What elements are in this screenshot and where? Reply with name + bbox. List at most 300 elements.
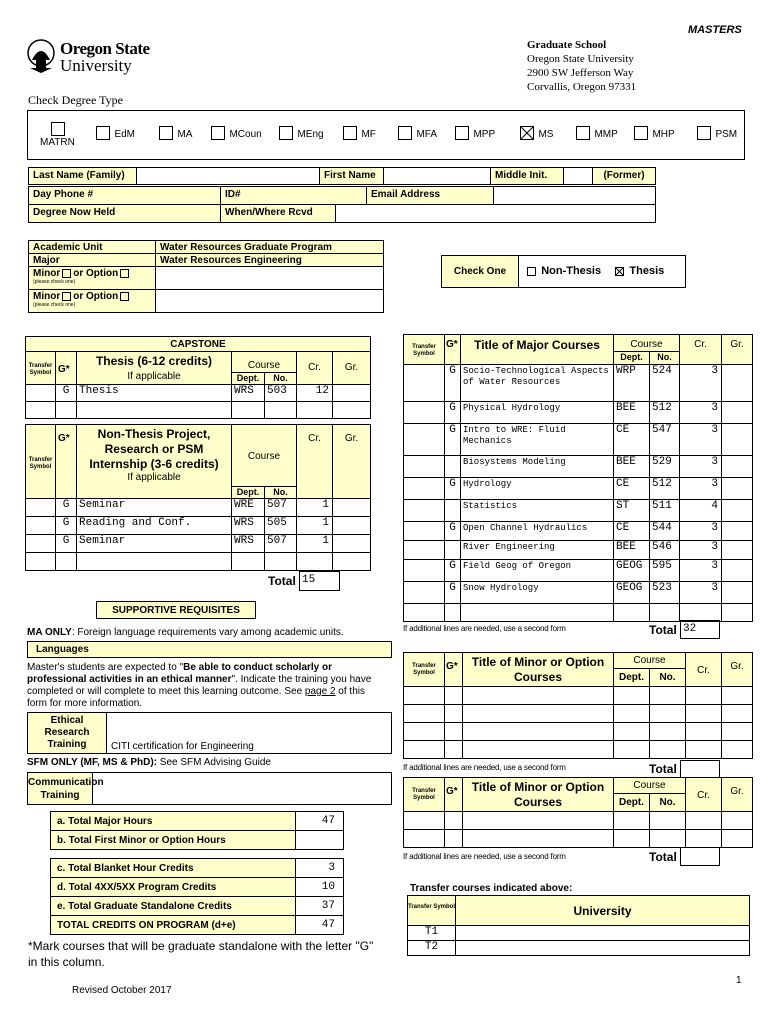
gr-header: Gr. — [332, 351, 371, 385]
totals-value[interactable] — [295, 830, 344, 850]
no-cell[interactable] — [264, 401, 297, 419]
gr-cell[interactable] — [721, 559, 753, 582]
gr-cell[interactable] — [332, 516, 371, 535]
table-row[interactable] — [25, 516, 56, 535]
empty-row-cell[interactable] — [685, 740, 722, 759]
transfer-symbol-cell[interactable] — [403, 499, 445, 522]
g-star-header: G* — [55, 424, 77, 499]
capstone-total-value[interactable]: 15 — [299, 571, 340, 591]
university-field[interactable] — [455, 925, 750, 941]
ma-only-line — [27, 627, 387, 638]
g-star-header: G* — [444, 777, 463, 812]
totals-label: TOTAL CREDITS ON PROGRAM (d+e) — [50, 915, 296, 935]
dept-header: Dept. — [231, 486, 265, 499]
dept-cell[interactable]: GEOG — [613, 559, 650, 582]
empty-row-cell[interactable] — [649, 722, 686, 741]
totals-label: a. Total Major Hours — [50, 811, 296, 831]
g-cell[interactable]: G — [55, 516, 77, 535]
course-title-cell[interactable]: Biosystems Modeling — [460, 455, 614, 478]
dept-cell[interactable]: WRE — [231, 498, 265, 517]
dept-cell[interactable]: CE — [613, 423, 650, 456]
degree-label: MF — [361, 129, 376, 140]
academic-unit-label: Academic Unit — [28, 240, 156, 254]
no-cell[interactable]: 546 — [649, 540, 680, 560]
empty-row-cell[interactable] — [613, 811, 650, 830]
cr-cell[interactable]: 3 — [679, 455, 722, 478]
table-row[interactable] — [25, 498, 56, 517]
g-star-header: G* — [444, 652, 463, 687]
transfer-symbol-cell[interactable] — [403, 559, 445, 582]
g-cell[interactable]: G — [55, 498, 77, 517]
empty-row-cell[interactable] — [403, 603, 445, 622]
empty-row-cell[interactable] — [403, 704, 445, 723]
address-line: 2900 SW Jefferson Way — [527, 67, 634, 79]
totals-value[interactable]: 37 — [295, 896, 344, 916]
major-total-label: Total — [649, 623, 677, 637]
empty-row-cell[interactable] — [613, 829, 650, 848]
totals-label: d. Total 4XX/5XX Program Credits — [50, 877, 296, 897]
degree-label: MHP — [652, 129, 675, 140]
course-header: Course — [231, 424, 297, 487]
g-cell[interactable] — [444, 540, 461, 560]
degree-checkbox-mcoun[interactable] — [211, 126, 225, 140]
gr-cell[interactable] — [721, 540, 753, 560]
capstone-title: CAPSTONE — [25, 336, 371, 352]
middle-init-field[interactable] — [563, 167, 593, 185]
non-thesis-label: Non-Thesis — [541, 265, 602, 277]
check-one-label: Check One — [441, 255, 519, 288]
no-cell[interactable]: 524 — [649, 364, 680, 402]
empty-row-cell[interactable] — [462, 829, 614, 848]
last-name-field[interactable] — [136, 167, 320, 185]
cr-header: Cr. — [296, 424, 333, 499]
empty-row-cell[interactable] — [444, 811, 463, 830]
degree-label: MEng — [297, 129, 324, 140]
address-line: Graduate School — [527, 39, 607, 51]
dept-cell[interactable]: WRS — [231, 516, 265, 535]
course-title-cell[interactable]: Seminar — [76, 534, 232, 553]
no-cell[interactable]: 512 — [649, 477, 680, 500]
course-title-cell[interactable]: Statistics — [460, 499, 614, 522]
gr-header: Gr. — [332, 424, 371, 499]
empty-row-cell[interactable] — [462, 811, 614, 830]
cr-cell[interactable]: 1 — [296, 516, 333, 535]
dept-header: Dept. — [613, 668, 650, 687]
course-title-cell[interactable]: Hydrology — [460, 477, 614, 500]
minor-field-2[interactable] — [155, 289, 384, 313]
totals-label: e. Total Graduate Standalone Credits — [50, 896, 296, 916]
sfm-only-line — [27, 757, 271, 768]
dept-header: Dept. — [231, 372, 265, 385]
cr-cell[interactable] — [296, 552, 333, 571]
dept-header: Dept. — [613, 351, 650, 365]
university-field[interactable] — [455, 940, 750, 956]
ethical-training-value[interactable]: CITI certification for Engineering — [106, 712, 392, 754]
empty-row-cell[interactable] — [721, 811, 753, 830]
dept-cell[interactable]: BEE — [613, 455, 650, 478]
table-row[interactable] — [25, 534, 56, 553]
totals-box — [50, 811, 344, 938]
empty-row-cell[interactable] — [685, 704, 722, 723]
no-header: No. — [264, 486, 297, 499]
university-header: University — [455, 895, 750, 926]
g-cell[interactable]: G — [444, 581, 461, 604]
totals-value[interactable]: 10 — [295, 877, 344, 897]
ethics-text: Master's students are expected to " — [27, 662, 184, 673]
no-cell[interactable]: 511 — [649, 499, 680, 522]
table-row[interactable] — [25, 401, 56, 419]
form-type: MASTERS — [688, 24, 742, 36]
empty-row-cell[interactable] — [721, 704, 753, 723]
no-cell[interactable]: 595 — [649, 559, 680, 582]
thesis-check-box — [441, 255, 686, 288]
dept-cell[interactable]: BEE — [613, 540, 650, 560]
former-label: (Former) — [592, 167, 656, 185]
ethics-text: ". Indicate the training you have completed or will complete to meet this learning outcome. See — [27, 674, 372, 697]
major-total-value[interactable]: 32 — [680, 620, 720, 639]
gr-cell[interactable] — [721, 477, 753, 500]
gr-header: Gr. — [721, 777, 753, 812]
empty-row-cell[interactable] — [649, 811, 686, 830]
gr-cell[interactable] — [721, 364, 753, 402]
g-cell[interactable]: G — [444, 477, 461, 500]
cr-cell[interactable]: 3 — [679, 364, 722, 402]
option-checkbox[interactable] — [120, 269, 129, 278]
empty-row-cell[interactable] — [403, 686, 445, 705]
minor-total-value[interactable] — [680, 847, 720, 866]
transfer-symbol-header: Transfer Symbol — [403, 777, 445, 812]
degree-label: MFA — [416, 129, 438, 140]
g-cell[interactable] — [55, 552, 77, 571]
degree-checkbox-meng[interactable] — [279, 126, 293, 140]
cr-cell[interactable]: 1 — [296, 498, 333, 517]
thesis-checkbox[interactable] — [615, 267, 624, 276]
no-cell[interactable]: 529 — [649, 455, 680, 478]
transfer-symbol-header: Transfer Symbol — [403, 334, 445, 365]
please-check-note: (please check one) — [33, 302, 76, 308]
cr-cell[interactable]: 3 — [679, 477, 722, 500]
degree-checkbox-ms[interactable] — [520, 126, 534, 140]
empty-row-cell[interactable] — [444, 740, 463, 759]
empty-row-cell[interactable] — [649, 686, 686, 705]
no-cell[interactable]: 507 — [264, 498, 297, 517]
empty-row-cell[interactable] — [462, 686, 614, 705]
ma-only-label: MA ONLY — [27, 627, 72, 638]
cr-cell[interactable]: 12 — [296, 384, 333, 402]
gr-cell[interactable] — [721, 499, 753, 522]
degree-type-box — [27, 110, 745, 160]
transfer-symbol-header: Transfer Symbol — [25, 351, 56, 385]
major-label: Major — [28, 253, 156, 267]
degree-checkbox-mhp[interactable] — [634, 126, 648, 140]
empty-row-cell[interactable] — [462, 740, 614, 759]
check-x-icon — [520, 126, 534, 140]
g-cell[interactable] — [444, 499, 461, 522]
page-number: 1 — [736, 975, 742, 986]
empty-row-cell[interactable] — [649, 603, 680, 622]
additional-lines-note: If additional lines are needed, use a second form — [403, 624, 566, 633]
empty-row-cell[interactable] — [721, 603, 753, 622]
course-title-cell[interactable] — [76, 401, 232, 419]
last-name-label: Last Name (Family) — [28, 167, 137, 185]
g-cell[interactable]: G — [444, 521, 461, 541]
minor-field-1[interactable] — [155, 266, 384, 290]
cr-cell[interactable] — [296, 401, 333, 419]
degree-checkbox-psm[interactable] — [697, 126, 711, 140]
empty-row-cell[interactable] — [649, 740, 686, 759]
gr-cell[interactable] — [332, 534, 371, 553]
course-title-cell[interactable]: Reading and Conf. — [76, 516, 232, 535]
gr-cell[interactable] — [332, 401, 371, 419]
empty-row-cell[interactable] — [403, 811, 445, 830]
course-title-cell[interactable]: Intro to WRE: Fluid Mechanics — [460, 423, 614, 456]
empty-row-cell[interactable] — [444, 704, 463, 723]
totals-label: c. Total Blanket Hour Credits — [50, 858, 296, 878]
ma-only-text: : Foreign language requirements vary among academic units. — [71, 627, 344, 638]
email-field[interactable] — [493, 186, 656, 205]
gr-cell[interactable] — [721, 455, 753, 478]
no-cell[interactable]: 512 — [649, 401, 680, 424]
transfer-symbol-header: Transfer Symbol — [25, 424, 56, 499]
languages-label: Languages — [27, 641, 392, 658]
empty-row-cell[interactable] — [613, 740, 650, 759]
degree-checkbox-mfa[interactable] — [398, 126, 412, 140]
gr-cell[interactable] — [332, 498, 371, 517]
address-line: Corvallis, Oregon 97331 — [527, 81, 637, 93]
no-header: No. — [264, 372, 297, 385]
transfer-symbol-cell[interactable] — [403, 477, 445, 500]
empty-row-cell[interactable] — [649, 704, 686, 723]
transfer-symbol-cell[interactable] — [403, 423, 445, 456]
g-cell[interactable] — [444, 455, 461, 478]
transfer-symbol-cell[interactable] — [403, 521, 445, 541]
first-name-field[interactable] — [383, 167, 491, 185]
transfer-symbol-cell[interactable] — [403, 364, 445, 402]
g-cell[interactable]: G — [444, 559, 461, 582]
empty-row-cell[interactable] — [444, 686, 463, 705]
cr-cell[interactable]: 4 — [679, 499, 722, 522]
no-cell[interactable]: 547 — [649, 423, 680, 456]
empty-row-cell[interactable] — [685, 811, 722, 830]
degree-label: PSM — [715, 129, 738, 140]
transfer-symbol-header: Transfer Symbol — [403, 652, 445, 687]
thesis-options — [518, 255, 686, 288]
no-cell[interactable]: 544 — [649, 521, 680, 541]
dept-cell[interactable]: BEE — [613, 401, 650, 424]
transfer-symbol-cell[interactable] — [403, 581, 445, 604]
empty-row-cell[interactable] — [462, 722, 614, 741]
student-info — [28, 167, 645, 225]
logo-text-line1: Oregon State — [60, 39, 150, 58]
if-applicable: If applicable — [127, 371, 181, 382]
gr-header: Gr. — [721, 652, 753, 687]
cr-header: Cr. — [685, 652, 722, 687]
degree-label: MCoun — [229, 129, 262, 140]
gr-cell[interactable] — [721, 521, 753, 541]
day-phone-label: Day Phone # — [28, 186, 221, 205]
cr-cell[interactable]: 3 — [679, 401, 722, 424]
course-title-cell[interactable]: Seminar — [76, 498, 232, 517]
supportive-title: SUPPORTIVE REQUISITES — [96, 601, 256, 619]
degree-label: MPP — [473, 129, 496, 140]
no-cell[interactable]: 505 — [264, 516, 297, 535]
minor-total-label: Total — [649, 850, 677, 864]
degree-label: MS — [538, 129, 554, 140]
transfer-symbol-cell[interactable] — [403, 455, 445, 478]
gr-cell[interactable] — [721, 581, 753, 604]
dept-cell[interactable]: WRS — [231, 534, 265, 553]
g-cell[interactable]: G — [55, 384, 77, 402]
capstone-total-label: Total — [268, 574, 296, 588]
degree-label: MA — [177, 129, 193, 140]
option-checkbox[interactable] — [120, 292, 129, 301]
no-cell[interactable]: 503 — [264, 384, 297, 402]
dept-cell[interactable]: WRS — [231, 384, 265, 402]
empty-row-cell[interactable] — [403, 740, 445, 759]
empty-row-cell[interactable] — [444, 829, 463, 848]
dept-cell[interactable]: WRP — [613, 364, 650, 402]
empty-row-cell[interactable] — [685, 686, 722, 705]
gr-cell[interactable] — [721, 423, 753, 456]
transfer-symbol-header: Transfer Symbol — [407, 895, 456, 926]
dept-cell[interactable]: GEOG — [613, 581, 650, 604]
sfm-label: SFM ONLY (MF, MS & PhD): — [27, 757, 157, 768]
degree-checkbox-ma[interactable] — [159, 126, 173, 140]
degree-label: MATRN — [40, 137, 75, 148]
minor-courses-title: Title of Minor or Option Courses — [462, 777, 614, 812]
degree-checkbox-mpp[interactable] — [455, 126, 469, 140]
minor-label: Minor — [33, 291, 61, 302]
communication-training-label: Communication Training — [27, 772, 93, 805]
degree-label: EdM — [114, 129, 136, 140]
minor-checkbox[interactable] — [62, 292, 71, 301]
cr-cell[interactable]: 3 — [679, 559, 722, 582]
cr-cell[interactable]: 3 — [679, 521, 722, 541]
empty-row-cell[interactable] — [721, 740, 753, 759]
major-courses-title: Title of Major Courses — [460, 334, 614, 365]
course-title-cell[interactable]: Socio-Technological Aspects of Water Resources — [460, 364, 614, 402]
degree-checkbox-mmp[interactable] — [576, 126, 590, 140]
empty-row-cell[interactable] — [613, 686, 650, 705]
course-title-cell[interactable]: River Engineering — [460, 540, 614, 560]
if-applicable: If applicable — [127, 472, 181, 483]
g-star-header: G* — [444, 334, 461, 365]
totals-value[interactable]: 47 — [295, 915, 344, 935]
g-cell[interactable]: G — [444, 364, 461, 402]
ethics-text: of this form for more information. — [27, 686, 365, 709]
course-header: Course — [231, 351, 297, 373]
g-cell[interactable]: G — [55, 534, 77, 553]
when-where-field[interactable] — [335, 204, 656, 223]
dept-cell[interactable]: CE — [613, 521, 650, 541]
degree-type-label: Check Degree Type — [28, 93, 123, 107]
nonthesis-header — [76, 424, 232, 499]
empty-row-cell[interactable] — [444, 603, 461, 622]
table-row[interactable] — [25, 384, 56, 402]
logo-text-line2: University — [60, 56, 132, 75]
no-cell[interactable]: 507 — [264, 534, 297, 553]
dept-cell[interactable]: CE — [613, 477, 650, 500]
cr-cell[interactable]: 3 — [679, 581, 722, 604]
or-option-label: or Option — [73, 268, 119, 279]
g-cell[interactable] — [55, 401, 77, 419]
dept-cell[interactable] — [231, 401, 265, 419]
g-cell[interactable]: G — [444, 401, 461, 424]
course-title-cell[interactable]: Thesis — [76, 384, 232, 402]
cr-header: Cr. — [679, 334, 722, 365]
course-title-cell[interactable]: Physical Hydrology — [460, 401, 614, 424]
page-2-link[interactable]: page 2 — [304, 686, 336, 697]
empty-row-cell[interactable] — [649, 829, 686, 848]
cr-cell[interactable]: 1 — [296, 534, 333, 553]
school-address — [527, 38, 636, 94]
middle-init-label: Middle Init. — [490, 167, 564, 185]
degree-checkbox-matrn[interactable] — [51, 122, 65, 136]
transfer-table — [407, 895, 750, 957]
please-check-note: (please check one) — [33, 279, 76, 285]
empty-row-cell[interactable] — [685, 829, 722, 848]
degree-checkbox-edm[interactable] — [96, 126, 110, 140]
minor-option-cell — [28, 289, 156, 313]
course-header: Course — [613, 334, 680, 352]
empty-row-cell[interactable] — [613, 704, 650, 723]
minor-total-value[interactable] — [680, 760, 720, 778]
minor-checkbox[interactable] — [62, 269, 71, 278]
table-row[interactable] — [25, 552, 56, 571]
no-header: No. — [649, 668, 686, 687]
course-title-cell[interactable] — [76, 552, 232, 571]
gr-cell[interactable] — [721, 401, 753, 424]
course-title-cell[interactable]: Open Channel Hydraulics — [460, 521, 614, 541]
empty-row-cell[interactable] — [462, 704, 614, 723]
degree-checkbox-mf[interactable] — [343, 126, 357, 140]
nonthesis-title: Non-Thesis Project, Research or PSM Internship (3-6 credits) — [89, 427, 219, 471]
no-cell[interactable]: 523 — [649, 581, 680, 604]
empty-row-cell[interactable] — [721, 829, 753, 848]
empty-row-cell[interactable] — [721, 686, 753, 705]
empty-row-cell[interactable] — [444, 722, 463, 741]
empty-row-cell[interactable] — [403, 722, 445, 741]
empty-row-cell[interactable] — [460, 603, 614, 622]
no-cell[interactable] — [264, 552, 297, 571]
totals-value[interactable]: 47 — [295, 811, 344, 831]
dept-cell[interactable]: ST — [613, 499, 650, 522]
empty-row-cell[interactable] — [721, 722, 753, 741]
transfer-symbol-cell[interactable] — [403, 401, 445, 424]
course-title-cell[interactable]: Field Geog of Oregon — [460, 559, 614, 582]
gr-cell[interactable] — [332, 384, 371, 402]
empty-row-cell[interactable] — [613, 603, 650, 622]
empty-row-cell[interactable] — [613, 722, 650, 741]
cr-cell[interactable]: 3 — [679, 540, 722, 560]
g-cell[interactable]: G — [444, 423, 461, 456]
cr-cell[interactable]: 3 — [679, 423, 722, 456]
empty-row-cell[interactable] — [685, 722, 722, 741]
first-name-label: First Name — [319, 167, 384, 185]
empty-row-cell[interactable] — [403, 829, 445, 848]
address-line: Oregon State University — [527, 53, 634, 65]
communication-training-field[interactable] — [92, 772, 392, 805]
id-label: ID# — [220, 186, 367, 205]
sfm-text: See SFM Advising Guide — [159, 757, 271, 768]
course-title-cell[interactable]: Snow Hydrology — [460, 581, 614, 604]
thesis-title: Thesis (6-12 credits) — [95, 354, 213, 368]
transfer-symbol-cell[interactable] — [403, 540, 445, 560]
dept-cell[interactable] — [231, 552, 265, 571]
gr-cell[interactable] — [332, 552, 371, 571]
non-thesis-checkbox[interactable] — [527, 267, 536, 276]
totals-value[interactable]: 3 — [295, 858, 344, 878]
